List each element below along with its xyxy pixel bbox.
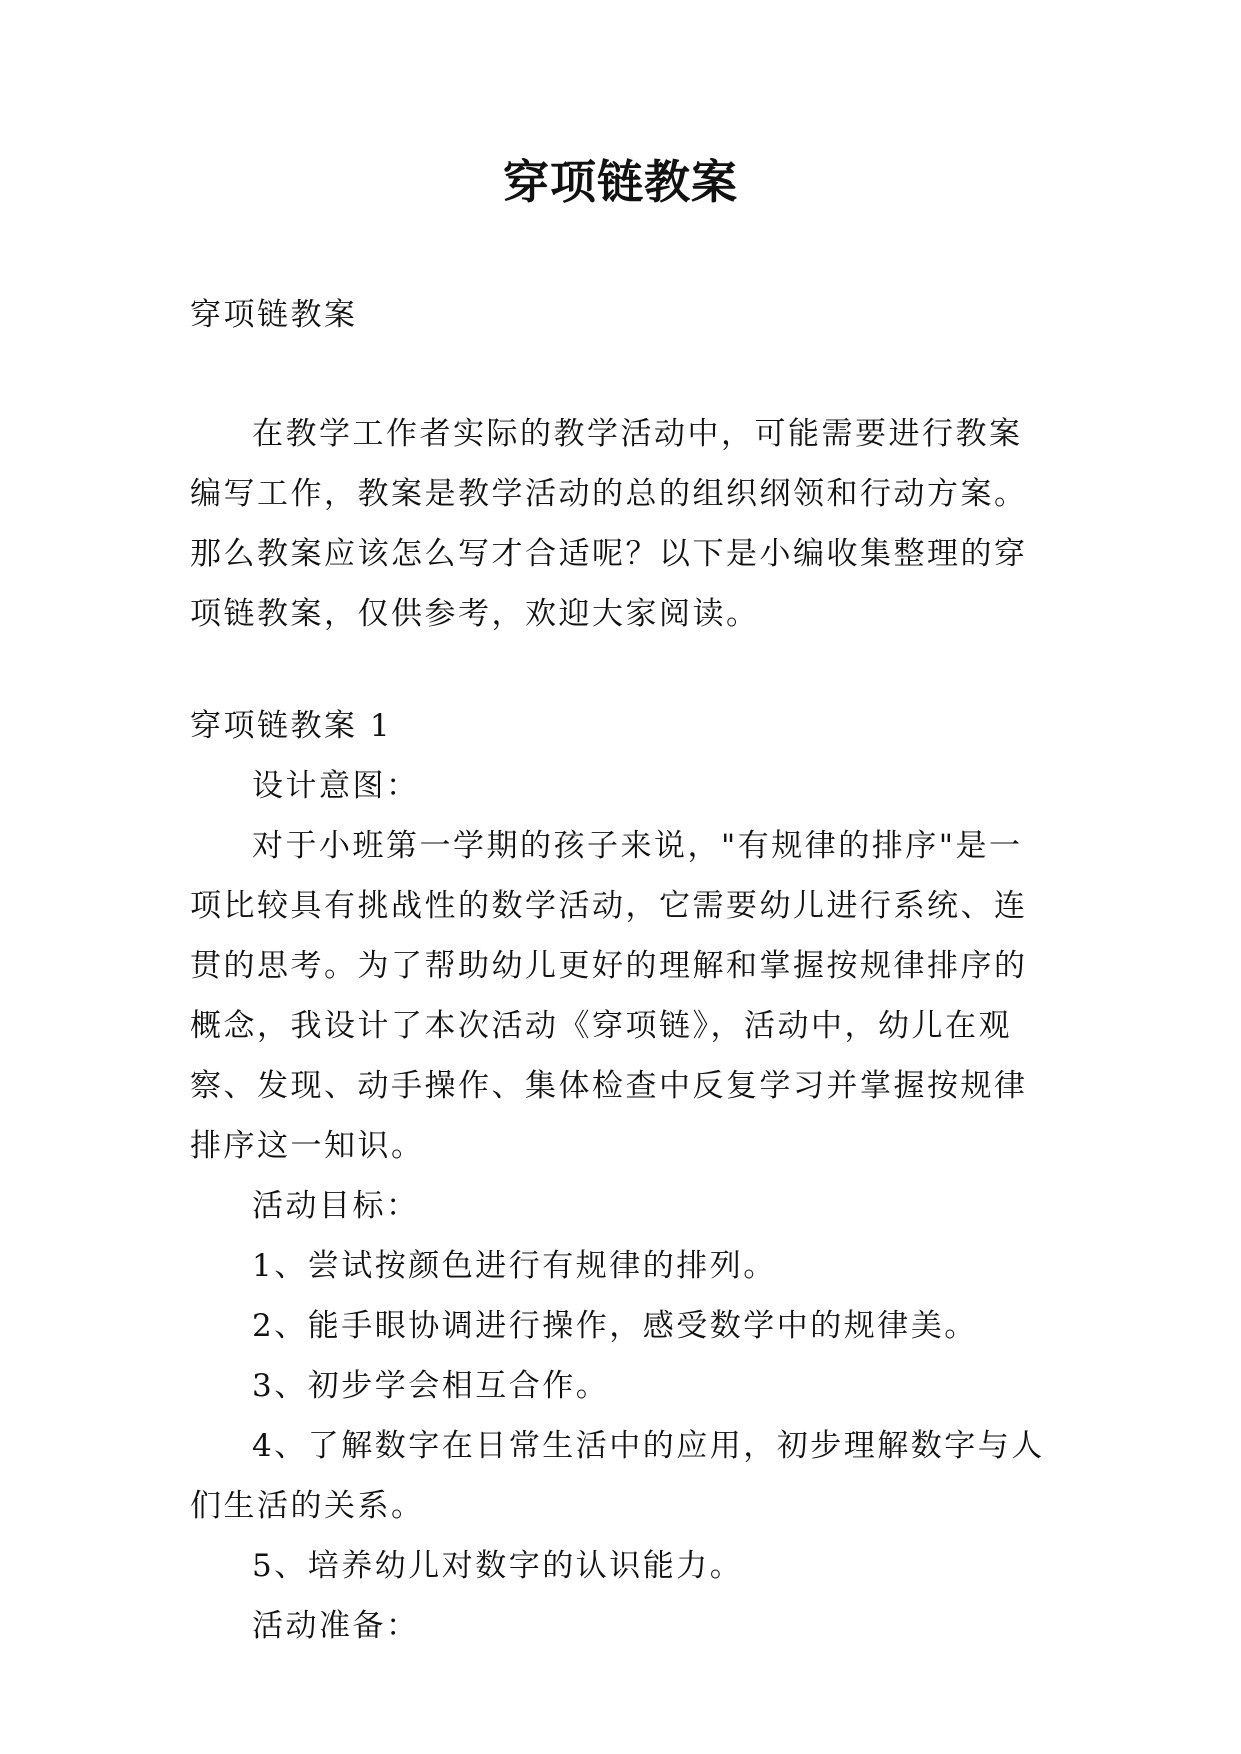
goals-label: 活动目标： (252, 1188, 420, 1224)
design-label: 设计意图： (252, 768, 420, 804)
goal-item: 4、了解数字在日常生活中的应用，初步理解数字与人们生活的关系。 (190, 1428, 1045, 1524)
goal-item: 5、培养幼儿对数字的认识能力。 (252, 1548, 744, 1584)
section-body (190, 756, 1050, 1656)
prep-label: 活动准备： (252, 1608, 420, 1644)
design-paragraph: 对于小班第一学期的孩子来说，"有规律的排序"是一项比较具有挑战性的数学活动，它需要幼儿进行系统、连贯的思考。为了帮助幼儿更好的理解和掌握按规律排序的概念，我设计了本次活动《穿项链》，活动中，幼儿在观察、发现、动手操作、集体检查中反复学习并掌握按规律排序这一知识。 (190, 828, 1028, 1164)
goal-item: 2、能手眼协调进行操作，感受数学中的规律美。 (252, 1308, 978, 1344)
document-subtitle: 穿项链教案 (190, 297, 358, 333)
goal-item: 3、初步学会相互合作。 (252, 1368, 610, 1404)
intro-paragraph: 在教学工作者实际的教学活动中，可能需要进行教案编写工作，教案是教学活动的总的组织纲领和行动方案。那么教案应该怎么写才合适呢？以下是小编收集整理的穿项链教案，仅供参考，欢迎大家阅读。 (190, 416, 1028, 632)
document-title: 穿项链教案 (503, 155, 738, 209)
goal-item: 1、尝试按颜色进行有规律的排列。 (252, 1248, 777, 1284)
section-heading: 穿项链教案 1 (190, 708, 393, 744)
